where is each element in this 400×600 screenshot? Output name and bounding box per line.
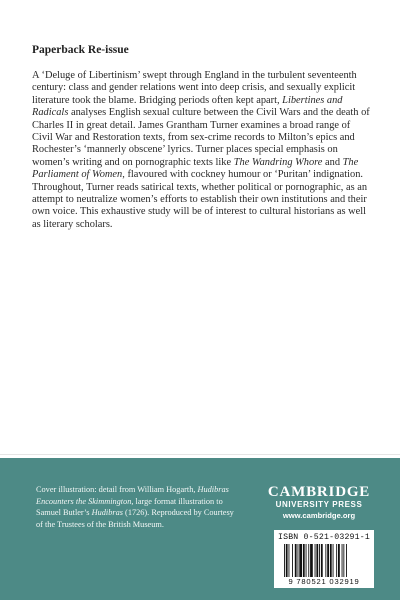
- barcode-bar: [315, 544, 316, 577]
- barcode-bar: [286, 544, 288, 577]
- barcode-box: [274, 530, 374, 588]
- barcode-bar: [327, 544, 329, 577]
- blurb-run-4: and: [322, 156, 343, 168]
- blurb-run-5: The Parliament of Women: [32, 156, 359, 181]
- credit-run-3: Hudibras: [91, 508, 123, 518]
- barcode-bar: [330, 544, 332, 577]
- cover-credit: [36, 484, 241, 530]
- barcode-bar: [338, 544, 340, 577]
- barcode-bar: [292, 544, 293, 577]
- blurb-text: [32, 70, 370, 231]
- barcode-bar: [299, 544, 302, 577]
- barcode-bar: [303, 544, 305, 577]
- barcode-bar: [316, 544, 318, 577]
- footer-band: [0, 458, 400, 600]
- isbn-label: ISBN 0-521-03291-1: [277, 533, 371, 542]
- divider: [0, 454, 400, 455]
- barcode-bar: [319, 544, 320, 577]
- publisher-logo: [264, 484, 374, 521]
- barcode-bar: [306, 544, 307, 577]
- barcode-bar: [298, 544, 299, 577]
- barcode-bar: [310, 544, 313, 577]
- credit-run-1: Hudibras Encounters the Skimmington: [36, 485, 229, 506]
- barcode-digits: 9 780521 032919: [288, 577, 360, 586]
- barcode-bar: [321, 544, 323, 577]
- barcode-bar: [325, 544, 326, 577]
- publisher-url: www.cambridge.org: [282, 511, 356, 520]
- blurb-run-6: , flavoured with cockney humour or ‘Puritan’ indignation. Throughout, Turner reads satirical texts, whether political or pornographic, as an attempt to neutralize women’s efforts to establish their own institutions and their own voice. This exhaustive study will be of interest to cultural historians as well as literary scholars.: [32, 169, 368, 230]
- barcode-bar: [346, 544, 347, 577]
- blurb-run-2: analyses English sexual culture between the Civil Wars and the death of Charles II in great detail. James Grantham Turner examines a broad range of Civil War and Restoration texts, from sex-crime records to Milton’s epics and Rochester’s ‘mannerly obscene’ lyrics. Turner places special emphasis on women’s writing and on pornographic texts like: [32, 107, 370, 168]
- barcode-bar: [289, 544, 290, 577]
- barcode-bar: [284, 544, 285, 577]
- credit-run-4: (1726). Reproduced by Courtesy of the Trustees of the British Museum.: [36, 508, 234, 529]
- credit-run-2: , large format illustration to Samuel Butler’s: [36, 496, 223, 518]
- barcode-bar: [343, 544, 344, 577]
- publisher-name: CAMBRIDGE: [267, 484, 371, 500]
- blurb-run-1: Libertines and Radicals: [32, 94, 343, 119]
- blurb-run-0: A ‘Deluge of Libertinism’ swept through England in the turbulent seventeenth century: class and gender relations went into deep crisis, and sexually explicit literature took the blame. Bridging periods often kept apart,: [32, 70, 357, 106]
- barcode-icon: [283, 544, 367, 577]
- barcode-bar: [342, 544, 343, 577]
- reissue-heading: Paperback Re-issue: [32, 44, 129, 56]
- publisher-subname: UNIVERSITY PRESS: [275, 500, 363, 509]
- credit-run-0: Cover illustration: detail from William Hogarth,: [36, 485, 198, 494]
- barcode-bar: [295, 544, 297, 577]
- barcode-bar: [336, 544, 337, 577]
- blurb-run-3: The Wandring Whore: [233, 156, 323, 168]
- barcode-bar: [308, 544, 309, 577]
- barcode-bar: [333, 544, 334, 577]
